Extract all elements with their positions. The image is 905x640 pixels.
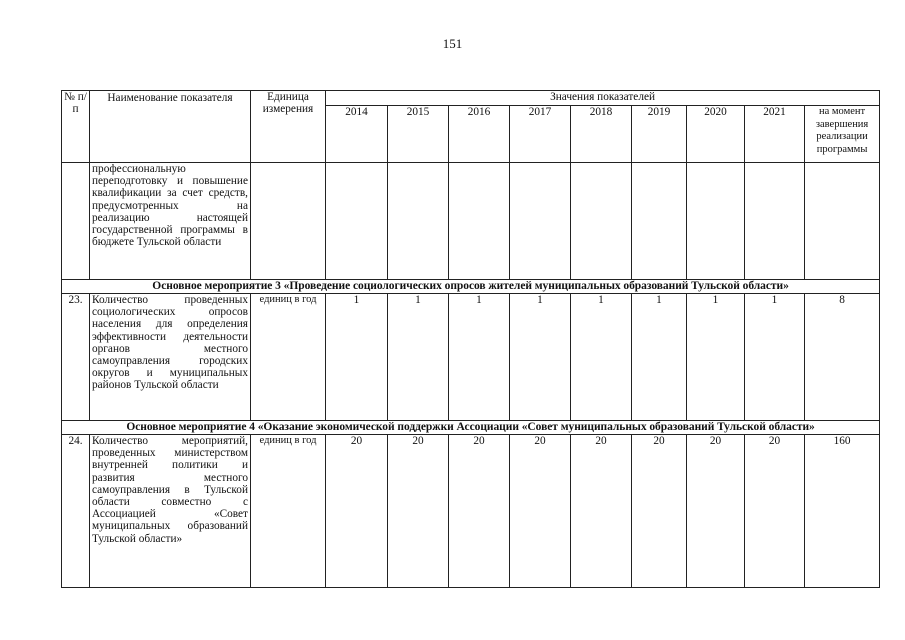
final-value-header: на момент завершения реализации программы [805, 106, 880, 163]
indicator-name: Количество мероприятий, проведенных министерством внутренней политики и развития местного самоуправления в Тульской области совместно с Ассоциацией «Совет муниципальных образований Тульской области» [90, 435, 251, 588]
table-row [62, 163, 880, 280]
row-number [62, 163, 90, 280]
value-cell: 1 [326, 294, 388, 421]
page-number: 151 [442, 36, 463, 51]
value-cell: 20 [388, 435, 449, 588]
value-cell [687, 163, 745, 280]
section-row [62, 421, 880, 435]
final-value-cell: 160 [805, 435, 880, 588]
value-cell: 1 [632, 294, 687, 421]
col-number-header: № п/п [62, 91, 90, 163]
value-cell: 1 [745, 294, 805, 421]
value-cell [510, 163, 571, 280]
indicator-name: профессиональную переподготовку и повышение квалификации за счет средств, предусмотренных на реализацию настоящей государственной программы в бюджете Тульской области [90, 163, 251, 280]
row-number: 24. [62, 435, 90, 588]
value-cell: 20 [326, 435, 388, 588]
value-cell [326, 163, 388, 280]
year-header: 2017 [510, 106, 571, 163]
unit-cell: единиц в год [251, 294, 326, 421]
value-cell [388, 163, 449, 280]
value-cell: 20 [687, 435, 745, 588]
value-cell: 1 [510, 294, 571, 421]
header-row-1 [62, 91, 880, 106]
section-title: Основное мероприятие 4 «Оказание экономической поддержки Ассоциации «Совет муниципальных образований Тульской области» [62, 421, 880, 435]
indicator-name: Количество проведенных социологических опросов населения для определения эффективности деятельности органов местного самоуправления городских округов и муниципальных районов Тульской области [90, 294, 251, 421]
year-header: 2016 [449, 106, 510, 163]
row-number: 23. [62, 294, 90, 421]
value-cell: 1 [449, 294, 510, 421]
value-cell: 1 [687, 294, 745, 421]
value-cell [449, 163, 510, 280]
value-cell: 20 [571, 435, 632, 588]
value-cell [571, 163, 632, 280]
value-cell: 20 [510, 435, 571, 588]
value-cell: 20 [632, 435, 687, 588]
unit-cell [251, 163, 326, 280]
value-cell [805, 163, 880, 280]
year-header: 2021 [745, 106, 805, 163]
section-title: Основное мероприятие 3 «Проведение социологических опросов жителей муниципальных образований Тульской области» [62, 280, 880, 294]
col-unit-header: Единица измерения [251, 91, 326, 163]
year-header: 2014 [326, 106, 388, 163]
final-value-cell: 8 [805, 294, 880, 421]
value-cell [632, 163, 687, 280]
unit-cell: единиц в год [251, 435, 326, 588]
year-header: 2019 [632, 106, 687, 163]
col-name-header: Наименование показателя [90, 91, 251, 163]
table-row [62, 294, 880, 421]
value-cell: 20 [745, 435, 805, 588]
year-header: 2015 [388, 106, 449, 163]
value-cell: 1 [388, 294, 449, 421]
value-cell: 1 [571, 294, 632, 421]
year-header: 2018 [571, 106, 632, 163]
year-header: 2020 [687, 106, 745, 163]
values-header: Значения показателей [326, 91, 880, 106]
value-cell: 20 [449, 435, 510, 588]
indicators-table [61, 90, 880, 588]
table-row [62, 435, 880, 588]
value-cell [745, 163, 805, 280]
section-row [62, 280, 880, 294]
